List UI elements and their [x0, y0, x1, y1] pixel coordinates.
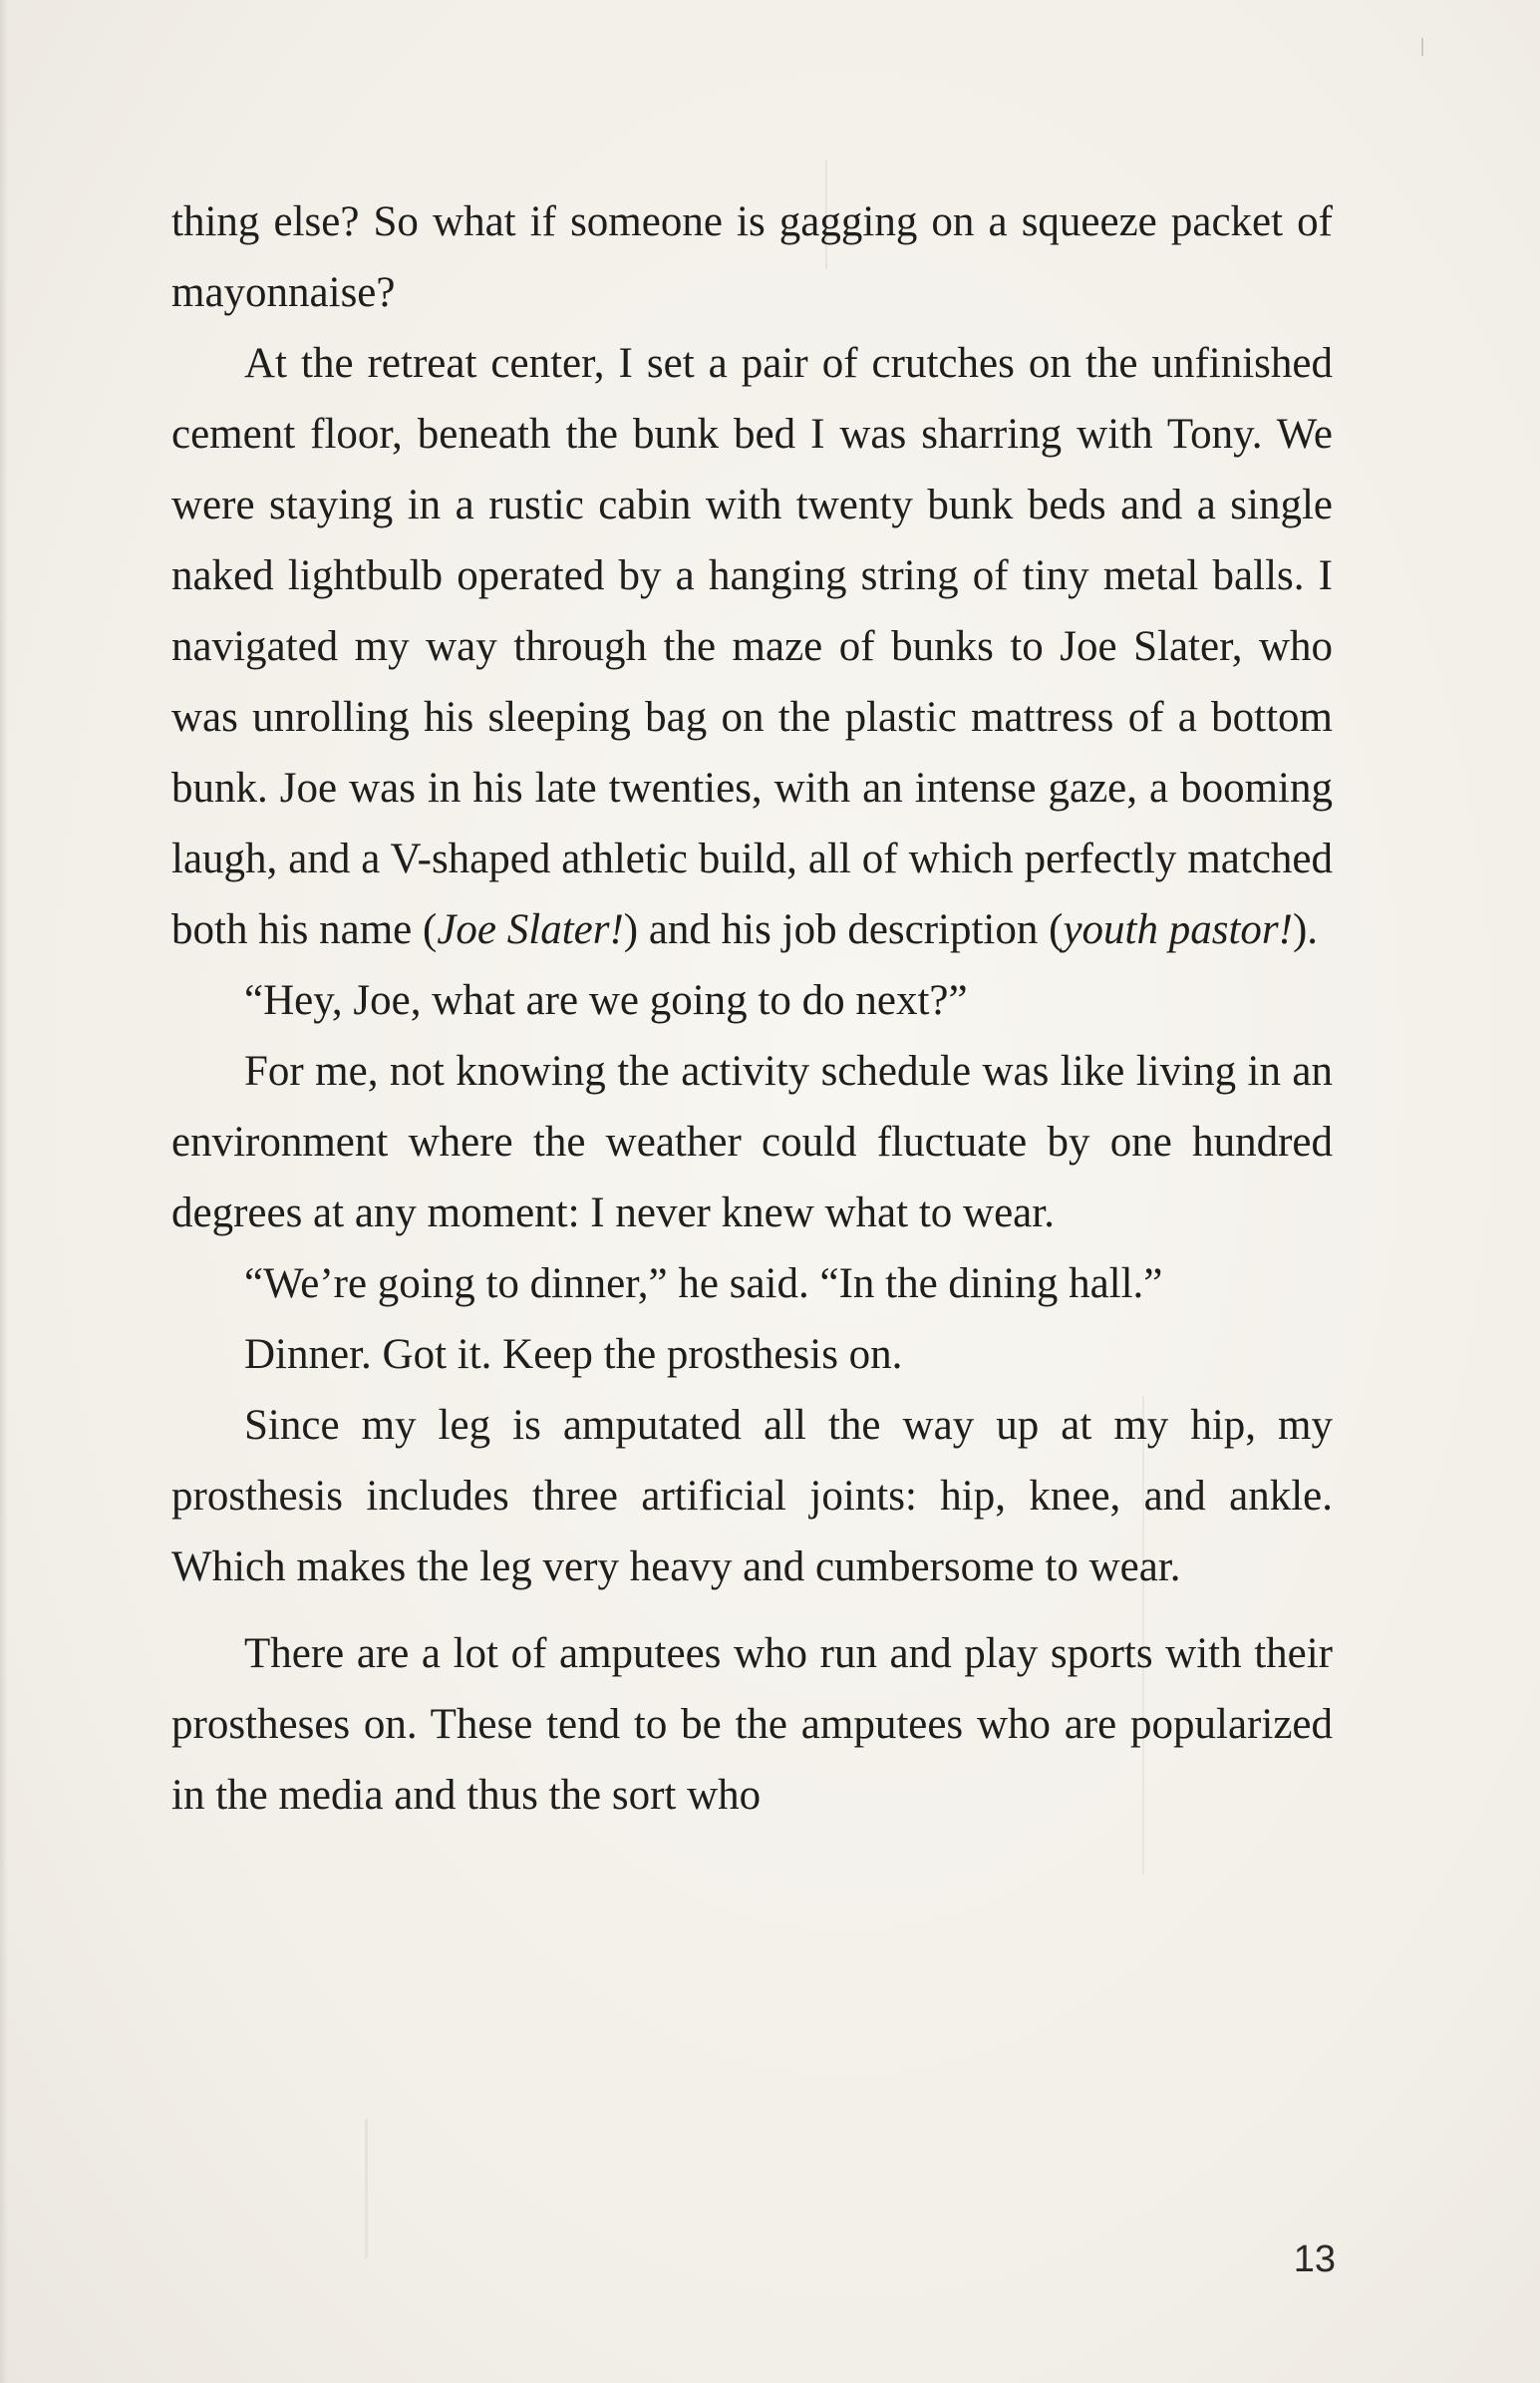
text-run: “We’re going to dinner,” he said. “In the dining hall.”: [244, 1260, 1163, 1307]
text-run: ) and his job description (: [623, 906, 1064, 953]
paragraph: [171, 1319, 1333, 1390]
text-run: ).: [1292, 906, 1319, 953]
page-edge-shadow: [0, 0, 8, 2383]
text-run: For me, not knowing the activity schedule was like living in an environment where the weather could fluctuate by one hundred degrees at any moment: I never knew what to wear.: [171, 1048, 1333, 1236]
paper-fold-mark: [1421, 38, 1423, 56]
italic-job-title: youth pastor!: [1063, 906, 1293, 953]
paragraph: [171, 186, 1333, 328]
text-run: “Hey, Joe, what are we going to do next?”: [244, 977, 968, 1024]
text-run: There are a lot of amputees who run and play sports with their prostheses on. These tend to be the amputees who are popularized in the media and thus the sort who: [171, 1630, 1333, 1819]
dialogue-paragraph: [171, 965, 1333, 1036]
italic-name: Joe Slater!: [437, 906, 624, 953]
paragraph: [171, 1390, 1333, 1602]
text-run: Since my leg is amputated all the way up at my hip, my prosthesis includes three artificial joints: hip, knee, and ankle. Which makes the leg very heavy and cumbersome to wear.: [171, 1402, 1333, 1590]
paper-fold-mark: [365, 2119, 368, 2258]
paragraph: [171, 1036, 1333, 1248]
dialogue-paragraph: [171, 1248, 1333, 1319]
body-text: [171, 186, 1333, 1831]
paragraph: [171, 1618, 1333, 1831]
text-run: thing else? So what if someone is gagging on a squeeze packet of mayonnaise?: [171, 198, 1333, 316]
page-number: 13: [1293, 2238, 1336, 2280]
text-run: At the retreat center, I set a pair of crutches on the unfinished cement floor, beneath the bunk bed I was sharring with Tony. We were staying in a rustic cabin with twenty bunk beds and a single naked lightbulb operated by a hanging string of tiny metal balls. I navigated my way through the maze of bunks to Joe Slater, who was unrolling his sleeping bag on the plastic mattress of a bottom bunk. Joe was in his late twenties, with an intense gaze, a booming laugh, and a V-shaped athletic build, all of which perfectly matched both his name (: [171, 340, 1333, 953]
text-run: Dinner. Got it. Keep the prosthesis on.: [244, 1331, 903, 1378]
paragraph: [171, 328, 1333, 965]
